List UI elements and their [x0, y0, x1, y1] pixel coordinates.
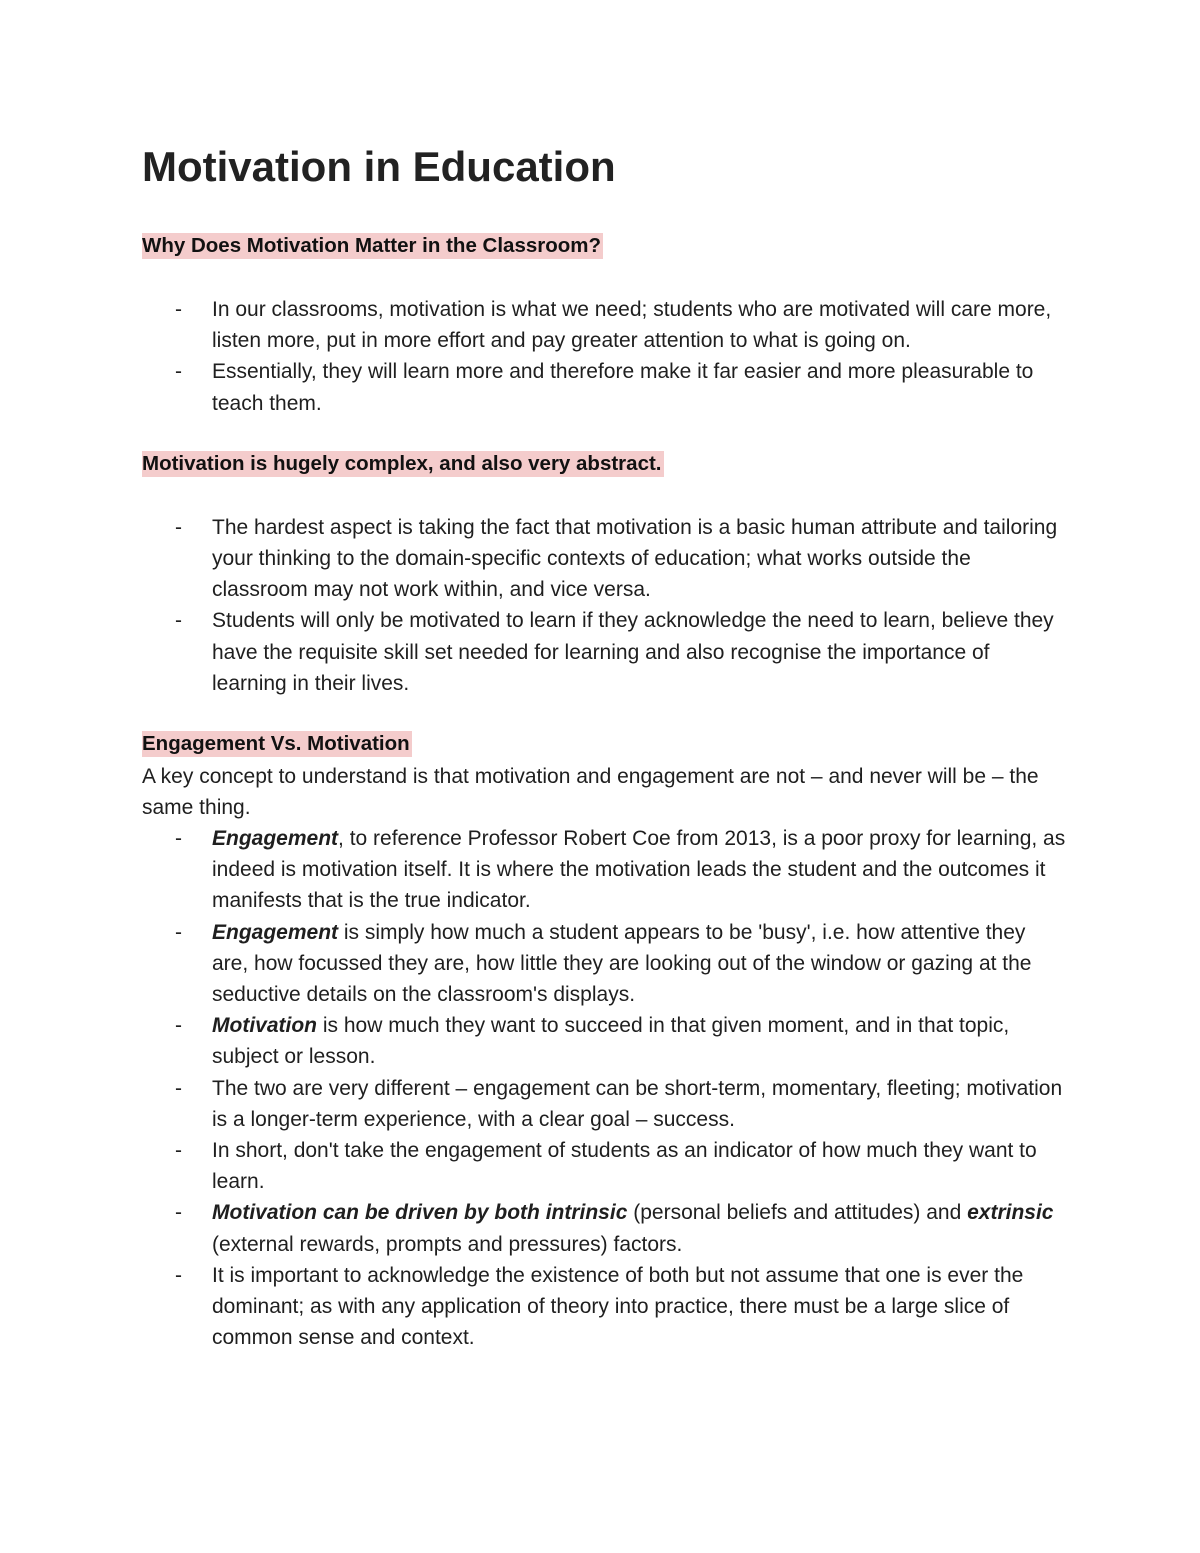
- bullet-dash: -: [175, 1263, 182, 1287]
- list-item: [142, 356, 1067, 418]
- section-heading-engagement-vs-motivation: [142, 730, 1067, 761]
- emphasis-term: Engagement: [212, 920, 339, 944]
- list-item: [142, 1197, 1067, 1259]
- section-heading-why-motivation: [142, 232, 1067, 263]
- bullet-dash: -: [175, 1014, 182, 1038]
- list-item: [142, 1073, 1067, 1135]
- bullet-dash: -: [175, 1139, 182, 1163]
- list-item-text: (external rewards, prompts and pressures) factors.: [212, 1232, 683, 1256]
- spacer: [142, 419, 1067, 450]
- document-title: Motivation in Education: [142, 143, 616, 190]
- list-item-text: In short, don't take the engagement of students as an indicator of how much they want to learn.: [212, 1139, 1037, 1194]
- section-heading-text: Motivation is hugely complex, and also very abstract.: [142, 451, 662, 475]
- bullet-dash: -: [175, 1201, 182, 1225]
- section-heading-text: Why Does Motivation Matter in the Classroom?: [142, 234, 602, 257]
- list-item: [142, 512, 1067, 606]
- list-item: [142, 294, 1067, 356]
- list-item-text: , to reference Professor Robert Coe from 2013, is a poor proxy for learning, as indeed is motivation itself. It is where the motivation leads the student and the outcomes it manifests that is the true indicator.: [212, 827, 1066, 913]
- list-item: [142, 917, 1067, 1011]
- list-item: [142, 823, 1067, 917]
- emphasis-term: Motivation can be driven by both intrinsic: [212, 1201, 628, 1225]
- list-item: [142, 1135, 1067, 1197]
- list-item-text: is simply how much a student appears to be 'busy', i.e. how attentive they are, how focussed they are, how little they are looking out of the window or gazing at the seductive details on the classroom's displays.: [212, 920, 1032, 1007]
- section-heading-text: Engagement Vs. Motivation: [142, 732, 410, 756]
- bullet-list: [142, 823, 1067, 1353]
- list-item-text: (personal beliefs and attitudes) and: [627, 1201, 968, 1225]
- document-body: [142, 138, 1067, 1353]
- emphasis-term: extrinsic: [967, 1201, 1054, 1225]
- bullet-dash: -: [175, 920, 182, 944]
- list-item: [142, 605, 1067, 699]
- bullet-dash: -: [175, 515, 182, 539]
- emphasis-term: Motivation: [212, 1014, 317, 1038]
- bullet-dash: -: [175, 298, 182, 321]
- emphasis-term: Engagement: [212, 827, 339, 851]
- section-heading-complexity: [142, 450, 1067, 481]
- list-item: [142, 1260, 1067, 1354]
- list-item-text: Students will only be motivated to learn if they acknowledge the need to learn, believe they have the requisite skill set needed for learning and also recognise the importance of learning in their lives.: [212, 609, 1054, 695]
- spacer: [142, 263, 1067, 294]
- bullet-list: [142, 512, 1067, 699]
- bullet-dash: -: [175, 827, 182, 851]
- spacer: [142, 699, 1067, 730]
- list-item-text: In our classrooms, motivation is what we need; students who are motivated will care more, listen more, put in more effort and pay greater attention to what is going on.: [212, 298, 1052, 353]
- bullet-list: [142, 294, 1067, 419]
- list-item-text: Essentially, they will learn more and therefore make it far easier and more pleasurable to teach them.: [212, 360, 1034, 415]
- bullet-dash: -: [175, 360, 182, 384]
- list-item-text: The hardest aspect is taking the fact that motivation is a basic human attribute and tailoring your thinking to the domain-specific contexts of education; what works outside the classroom may not work within, and vice versa.: [212, 515, 1058, 602]
- list-item-text: The two are very different – engagement can be short-term, momentary, fleeting; motivation is a longer-term experience, with a clear goal – success.: [212, 1076, 1063, 1131]
- list-item-text: It is important to acknowledge the existence of both but not assume that one is ever the dominant; as with any application of theory into practice, there must be a large slice of common sense and context.: [212, 1263, 1024, 1350]
- bullet-dash: -: [175, 1076, 182, 1100]
- bullet-dash: -: [175, 609, 182, 633]
- section-intro: A key concept to understand is that motivation and engagement are not – and never will be – the same thing.: [142, 765, 1039, 820]
- list-item-text: is how much they want to succeed in that given moment, and in that topic, subject or lesson.: [212, 1014, 1010, 1069]
- list-item: [142, 1010, 1067, 1072]
- spacer: [142, 481, 1067, 512]
